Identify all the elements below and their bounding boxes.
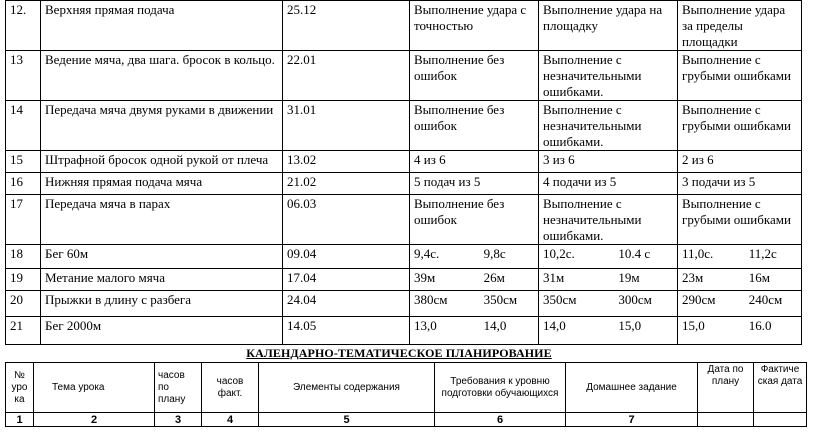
cell-high-level-value-2: 26м <box>483 270 505 285</box>
cell-number: 21 <box>6 317 41 345</box>
header-topic: Тема урока <box>34 363 155 413</box>
cell-mid-level <box>539 291 678 317</box>
cell-date: 17.04 <box>283 269 410 291</box>
header-date-fact: Фактиче ская дата <box>754 363 807 413</box>
cell-topic: Прыжки в длину с разбега <box>41 291 283 317</box>
planning-number-row <box>6 413 807 427</box>
cell-date: 22.01 <box>283 51 410 101</box>
cell-mid-level: Выполнение с незначительными ошибками. <box>539 51 678 101</box>
cell-low-level: Выполнение удара за пределы площадки <box>678 1 802 51</box>
cell-number: 20 <box>6 291 41 317</box>
cell-low-level: Выполнение с грубыми ошибками <box>678 51 802 101</box>
schedule-row <box>6 195 802 245</box>
header-hours-fact: часов факт. <box>202 363 259 413</box>
cell-date: 13.02 <box>283 151 410 173</box>
cell-date: 21.02 <box>283 173 410 195</box>
cell-mid-level <box>539 245 678 269</box>
cell-low-level-value-2: 240см <box>748 292 783 307</box>
cell-low-level-value-1: 290см <box>682 292 716 307</box>
cell-mid-level-value-1: 350см <box>543 292 577 307</box>
cell-high-level <box>410 245 539 269</box>
cell-number: 13 <box>6 51 41 101</box>
cell-low-level <box>678 317 802 345</box>
column-number <box>698 413 754 427</box>
cell-low-level <box>678 291 802 317</box>
cell-high-level-value-2: 9,8с <box>483 246 506 261</box>
header-date-plan: Дата по плану <box>698 363 754 413</box>
cell-topic: Передача мяча двумя руками в движении <box>41 101 283 151</box>
cell-topic: Штрафной бросок одной рукой от плеча <box>41 151 283 173</box>
cell-mid-level: 4 подачи из 5 <box>539 173 678 195</box>
cell-high-level-value-2: 14,0 <box>483 318 507 333</box>
schedule-row <box>6 173 802 195</box>
cell-high-level: Выполнение удара с точностью <box>410 1 539 51</box>
header-homework: Домашнее задание <box>566 363 698 413</box>
cell-topic: Передача мяча в парах <box>41 195 283 245</box>
schedule-table <box>5 0 802 345</box>
cell-mid-level-value-2: 10.4 с <box>618 246 651 261</box>
column-number: 4 <box>202 413 259 427</box>
schedule-row <box>6 269 802 291</box>
cell-mid-level: Выполнение с незначительными ошибками. <box>539 101 678 151</box>
column-number: 7 <box>566 413 698 427</box>
cell-high-level: Выполнение без ошибок <box>410 51 539 101</box>
schedule-row <box>6 317 802 345</box>
cell-topic: Бег 60м <box>41 245 283 269</box>
cell-date: 14.05 <box>283 317 410 345</box>
schedule-row <box>6 101 802 151</box>
planning-header-row <box>6 363 807 413</box>
cell-high-level <box>410 269 539 291</box>
cell-high-level-value-1: 39м <box>414 270 436 285</box>
cell-date: 24.04 <box>283 291 410 317</box>
cell-low-level-value-2: 16.0 <box>748 318 772 333</box>
cell-low-level: 2 из 6 <box>678 151 802 173</box>
cell-mid-level-value-1: 31м <box>543 270 565 285</box>
cell-topic: Бег 2000м <box>41 317 283 345</box>
cell-date: 09.04 <box>283 245 410 269</box>
cell-date: 06.03 <box>283 195 410 245</box>
header-requirements: Требования к уровню подготовки обучающихся <box>435 363 566 413</box>
cell-date: 25.12 <box>283 1 410 51</box>
cell-number: 16 <box>6 173 41 195</box>
schedule-row <box>6 51 802 101</box>
cell-low-level-value-1: 11,0с. <box>682 246 714 261</box>
cell-high-level: Выполнение без ошибок <box>410 195 539 245</box>
cell-topic: Верхняя прямая подача <box>41 1 283 51</box>
cell-topic: Нижняя прямая подача мяча <box>41 173 283 195</box>
cell-high-level-value-1: 380см <box>414 292 448 307</box>
cell-low-level: Выполнение с грубыми ошибками <box>678 101 802 151</box>
cell-high-level-value-1: 13,0 <box>414 318 437 333</box>
cell-mid-level-value-2: 19м <box>618 270 640 285</box>
header-hours-plan: часов по плану <box>155 363 202 413</box>
cell-mid-level-value-1: 10,2с. <box>543 246 575 261</box>
cell-mid-level <box>539 269 678 291</box>
schedule-row <box>6 245 802 269</box>
schedule-row <box>6 291 802 317</box>
schedule-row <box>6 151 802 173</box>
header-lesson-number: № уро ка <box>6 363 34 413</box>
cell-high-level: 5 подач из 5 <box>410 173 539 195</box>
cell-low-level: Выполнение с грубыми ошибками <box>678 195 802 245</box>
cell-topic: Ведение мяча, два шага. бросок в кольцо. <box>41 51 283 101</box>
cell-low-level-value-1: 23м <box>682 270 704 285</box>
cell-number: 18 <box>6 245 41 269</box>
cell-number: 12. <box>6 1 41 51</box>
cell-topic: Метание малого мяча <box>41 269 283 291</box>
cell-low-level <box>678 269 802 291</box>
cell-mid-level <box>539 317 678 345</box>
cell-mid-level: 3 из 6 <box>539 151 678 173</box>
cell-number: 14 <box>6 101 41 151</box>
cell-number: 15 <box>6 151 41 173</box>
cell-mid-level-value-1: 14,0 <box>543 318 566 333</box>
cell-number: 17 <box>6 195 41 245</box>
column-number: 1 <box>6 413 34 427</box>
column-number <box>754 413 807 427</box>
schedule-row <box>6 1 802 51</box>
header-elements: Элементы содержания <box>259 363 435 413</box>
cell-number: 19 <box>6 269 41 291</box>
cell-low-level-value-2: 16м <box>748 270 770 285</box>
planning-table <box>5 362 807 427</box>
cell-date: 31.01 <box>283 101 410 151</box>
column-number: 3 <box>155 413 202 427</box>
column-number: 2 <box>34 413 155 427</box>
column-number: 6 <box>435 413 566 427</box>
cell-low-level-value-2: 11,2с <box>748 246 777 261</box>
planning-title: КАЛЕНДАРНО-ТЕМАТИЧЕСКОЕ ПЛАНИРОВАНИЕ <box>246 346 552 360</box>
cell-high-level <box>410 317 539 345</box>
cell-mid-level-value-2: 300см <box>618 292 652 307</box>
cell-high-level: 4 из 6 <box>410 151 539 173</box>
cell-low-level-value-1: 15,0 <box>682 318 705 333</box>
cell-low-level: 3 подачи из 5 <box>678 173 802 195</box>
cell-high-level: Выполнение без ошибок <box>410 101 539 151</box>
cell-mid-level: Выполнение удара на площадку <box>539 1 678 51</box>
cell-low-level <box>678 245 802 269</box>
cell-high-level-value-2: 350см <box>483 292 518 307</box>
cell-mid-level: Выполнение с незначительными ошибками. <box>539 195 678 245</box>
cell-mid-level-value-2: 15,0 <box>618 318 642 333</box>
cell-high-level-value-1: 9,4с. <box>414 246 440 261</box>
cell-high-level <box>410 291 539 317</box>
column-number: 5 <box>259 413 435 427</box>
